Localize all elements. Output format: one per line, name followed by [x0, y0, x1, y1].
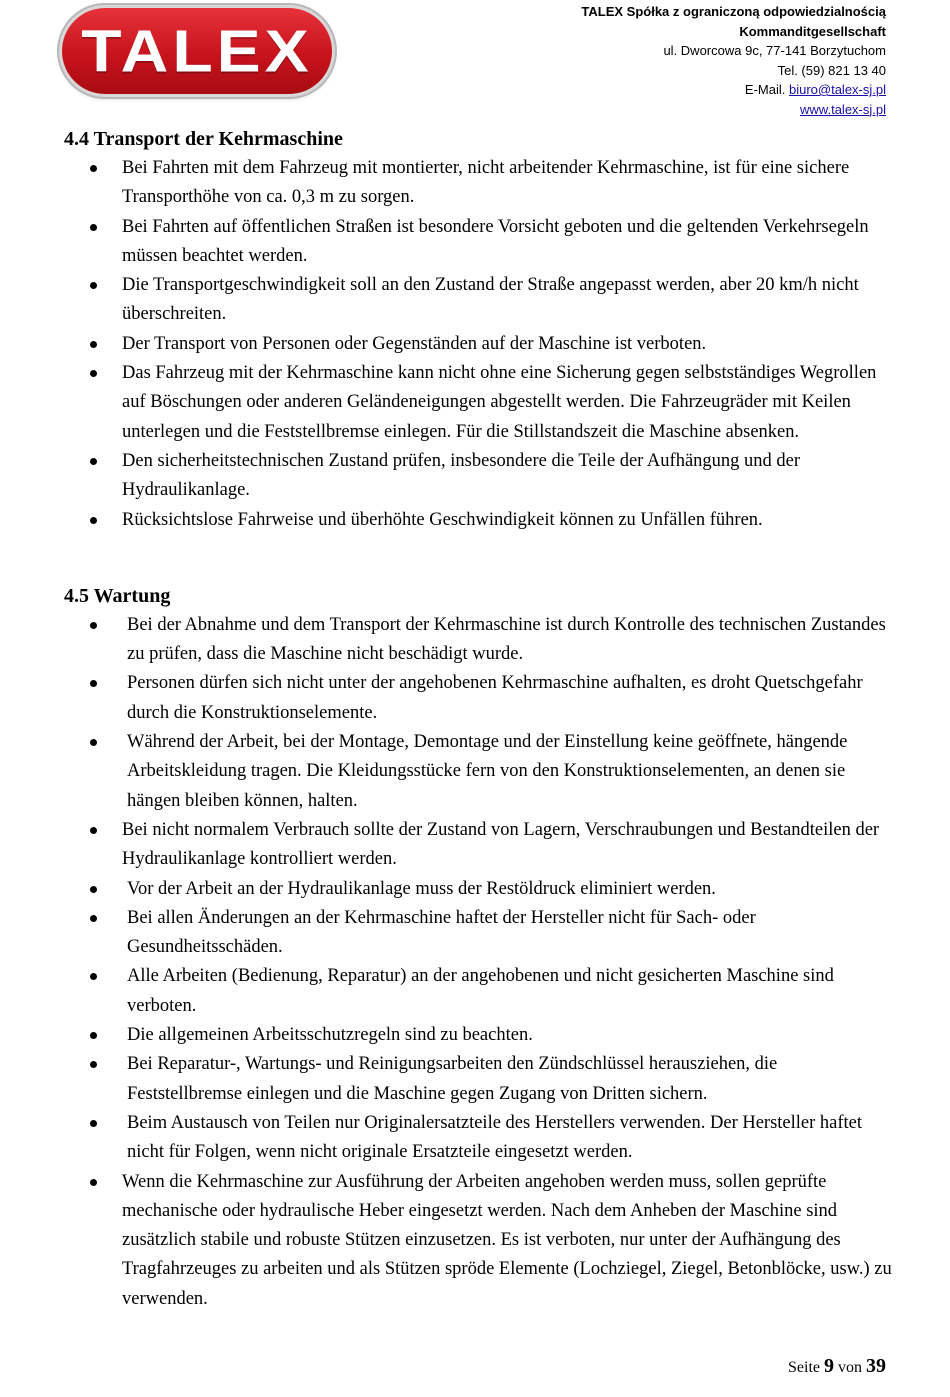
bullet-icon — [90, 458, 97, 465]
page-number: 9 — [824, 1355, 834, 1377]
list-item: Wenn die Kehrmaschine zur Ausführung der Arbeiten angehoben werden muss, sollen geprüfte mechanische oder hydraulische Heber eingesetzt werden. Nach dem Anheben der Maschine sind zusätzlich stabile und robuste Stützen einzusetzen. Es ist verboten, nur unter der Aufhängung des Tragfahrzeuges zu arbeiten und als Stützen spröde Elemente (Lochziegel, Ziegel, Betonblöcke, usw.) zu verwenden. — [64, 1168, 894, 1314]
bullet-icon — [90, 370, 97, 377]
email-link[interactable]: biuro@talex-sj.pl — [788, 82, 886, 97]
logo-text: TALEX — [81, 17, 313, 85]
transport-list — [64, 154, 894, 535]
bullet-icon — [90, 973, 97, 980]
bullet-icon — [90, 1120, 97, 1127]
bullet-icon — [90, 680, 97, 687]
company-email-line — [581, 80, 886, 100]
talex-logo — [62, 8, 332, 94]
page-footer — [788, 1353, 886, 1381]
of-label: von — [838, 1359, 862, 1376]
bullet-icon — [90, 517, 97, 524]
bullet-icon — [90, 622, 97, 629]
list-item: Bei Fahrten mit dem Fahrzeug mit montierter, nicht arbeitender Kehrmaschine, ist für eine sichere Transporthöhe von ca. 0,3 m zu sorgen. — [64, 154, 894, 213]
list-item: Alle Arbeiten (Bedienung, Reparatur) an der angehobenen und nicht gesicherten Maschine sind verboten. — [64, 962, 894, 1021]
section-heading-wartung: 4.5 Wartung — [64, 584, 171, 607]
page-total: 39 — [866, 1355, 886, 1377]
list-item: Bei allen Änderungen an der Kehrmaschine haftet der Hersteller nicht für Sach- oder Gesundheitsschäden. — [64, 904, 894, 963]
wartung-list — [64, 611, 894, 1314]
bullet-icon — [90, 282, 97, 289]
list-item: Vor der Arbeit an der Hydraulikanlage muss der Restöldruck eliminiert werden. — [64, 875, 894, 904]
list-item: Bei nicht normalem Verbrauch sollte der Zustand von Lagern, Verschraubungen und Bestandteilen der Hydraulikanlage kontrolliert werden. — [64, 816, 894, 875]
list-item: Den sicherheitstechnischen Zustand prüfen, insbesondere die Teile der Aufhängung und der Hydraulikanlage. — [64, 447, 894, 506]
bullet-icon — [90, 341, 97, 348]
bullet-icon — [90, 224, 97, 231]
bullet-icon — [90, 886, 97, 893]
list-item: Personen dürfen sich nicht unter der angehobenen Kehrmaschine aufhalten, es droht Quetschgefahr durch die Konstruktionselemente. — [64, 669, 894, 728]
company-form: Kommanditgesellschaft — [739, 23, 886, 39]
list-item: Während der Arbeit, bei der Montage, Demontage und der Einstellung keine geöffnete, hängende Arbeitskleidung tragen. Die Kleidungsstücke fern von den Konstruktionselementen, an denen sie hängen bleiben können, halten. — [64, 728, 894, 816]
bullet-icon — [90, 739, 97, 746]
company-phone: Tel. (59) 821 13 40 — [777, 62, 886, 78]
company-name: TALEX Spółka z ograniczoną odpowiedzialnością — [581, 4, 886, 19]
list-item: Der Transport von Personen oder Gegenständen auf der Maschine ist verboten. — [64, 330, 894, 359]
bullet-icon — [90, 827, 97, 834]
list-item: Die Transportgeschwindigkeit soll an den Zustand der Straße angepasst werden, aber 20 km/h nicht überschreiten. — [64, 271, 894, 330]
bullet-icon — [90, 165, 97, 172]
list-item: Das Fahrzeug mit der Kehrmaschine kann nicht ohne eine Sicherung gegen selbstständiges Wegrollen auf Böschungen oder anderen Geländeneigungen abgestellt werden. Die Fahrzeugräder mit Keilen unterlegen und die Feststellbremse einlegen. Für die Stillstandszeit die Maschine absenken. — [64, 359, 894, 447]
list-item: Bei Reparatur-, Wartungs- und Reinigungsarbeiten den Zündschlüssel herausziehen, die Feststellbremse einlegen und die Maschine gegen Zugang von Dritten sichern. — [64, 1050, 894, 1109]
list-item: Bei Fahrten auf öffentlichen Straßen ist besondere Vorsicht geboten und die geltenden Verkehrsegeln müssen beachtet werden. — [64, 213, 894, 272]
bullet-icon — [90, 915, 97, 922]
document-body — [64, 124, 894, 1314]
website-link[interactable]: www.talex-sj.pl — [800, 101, 886, 117]
bullet-icon — [90, 1179, 97, 1186]
list-item: Die allgemeinen Arbeitsschutzregeln sind zu beachten. — [64, 1021, 894, 1050]
bullet-icon — [90, 1032, 97, 1039]
bullet-icon — [90, 1061, 97, 1068]
company-header — [581, 2, 886, 119]
list-item: Rücksichtslose Fahrweise und überhöhte Geschwindigkeit können zu Unfällen führen. — [64, 506, 894, 535]
section-heading-transport: 4.4 Transport der Kehrmaschine — [64, 128, 343, 150]
email-prefix: E-Mail. — [744, 82, 789, 97]
list-item: Bei der Abnahme und dem Transport der Kehrmaschine ist durch Kontrolle des technischen Zustandes zu prüfen, dass die Maschine nicht beschädigt wurde. — [64, 611, 894, 670]
list-item: Beim Austausch von Teilen nur Originalersatzteile des Herstellers verwenden. Der Hersteller haftet nicht für Folgen, wenn nicht originale Ersatzteile eingesetzt werden. — [64, 1109, 894, 1168]
page-label: Seite — [788, 1359, 820, 1376]
company-address: ul. Dworcowa 9c, 77-141 Borzytuchom — [663, 43, 886, 58]
